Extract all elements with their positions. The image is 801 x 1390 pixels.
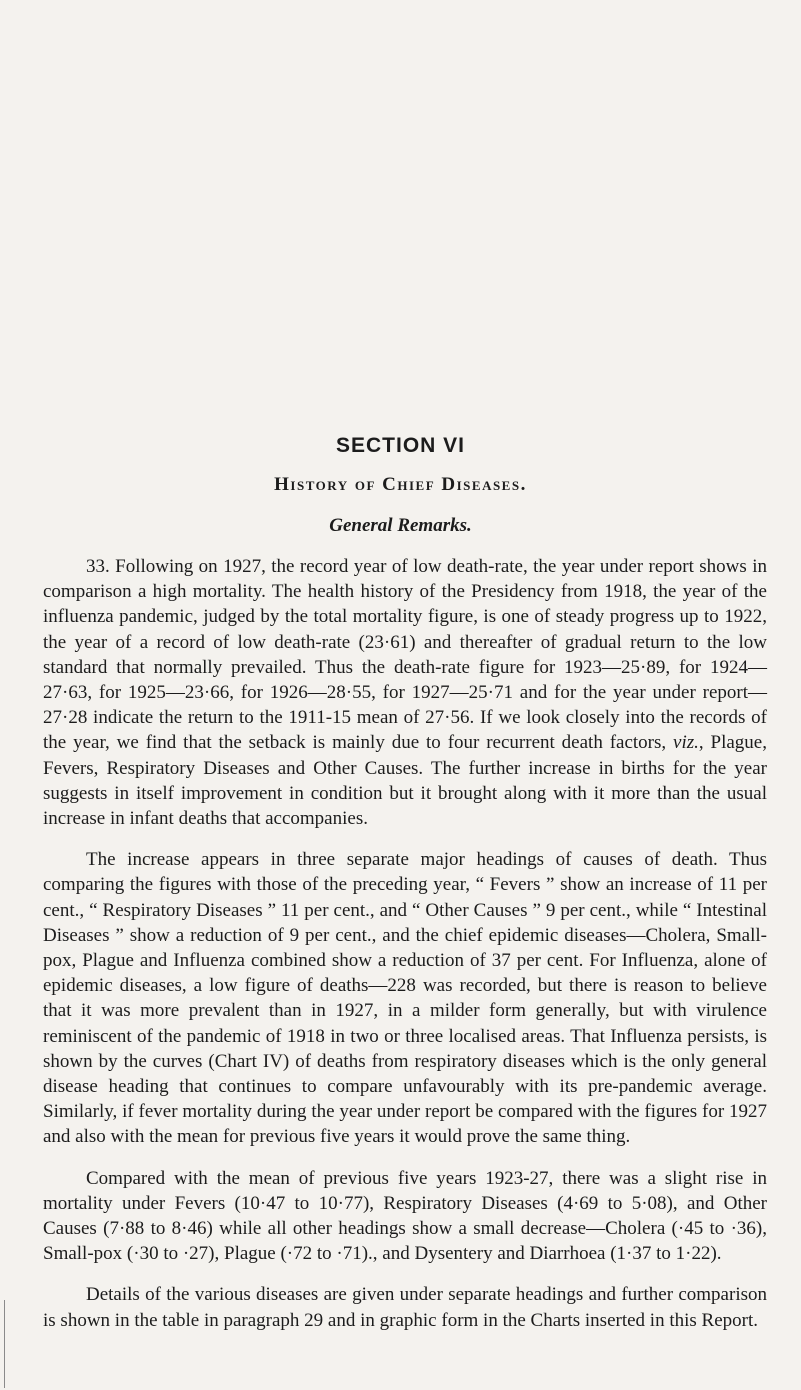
paragraph-33-italic: viz. — [673, 732, 699, 754]
paragraph-33-text-before: 33. Following on 1927, the record year of low death-rate, the year under report shows in comparison a high mortality. The health history of the Presidency from 1918, the year of the influenza pandemic, judged by the total mortality figure, is one of steady progress up to 1922, the year of a record of low death-rate (23·61) and thereafter of gradual return to the low standard that normally prevailed. Thus the death-rate figure for 1923—25·89, for 1924—27·63, for 1925—23·66, for 1926—28·55, for 1927—25·71 and for the year under report—27·28 indicate the return to the 1911-15 mean of 27·56. If we look closely into the records of the year, we find that the setback is mainly due to four recurrent death factors, — [43, 556, 767, 754]
paragraph-increase: The increase appears in three separate major headings of causes of death. Thus comparing the figures with those of the preceding year, “ Fevers ” show an increase of 11 per cent., “ Respiratory Diseases ” 11 per cent., and “ Other Causes ” 9 per cent., while “ Intestinal Diseases ” show a reduction of 9 per cent., and the chief epidemic diseases—Cholera, Small-pox, Plague and Influenza combined show a reduction of 37 per cent. For Influenza, alone of epidemic diseases, a low figure of deaths—228 was recorded, but there is reason to believe that it was more prevalent than in 1927, in a milder form generally, but with virulence reminiscent of the pandemic of 1918 in two or three localised areas. That Influenza persists, is shown by the curves (Chart IV) of deaths from respiratory diseases which is the only general disease heading that continues to compare unfavourably with its pre-pandemic average. Similarly, if fever mortality during the year under report be compared with the figures for 1927 and also with the mean for previous five years it would prove the same thing. — [43, 849, 767, 1148]
paragraph-details: Details of the various diseases are given under separate headings and further comparison is shown in the table in paragraph 29 and in graphic form in the Charts inserted in this Report. — [43, 1284, 767, 1331]
paragraph-comparison: Compared with the mean of previous five years 1923-27, there was a slight rise in mortality under Fevers (10·47 to 10·77), Respiratory Diseases (4·69 to 5·08), and Other Causes (7·88 to 8·46) while all other headings show a small decrease—Cholera (·45 to ·36), Small-pox (·30 to ·27), Plague (·72 to ·71)., and Dysentery and Diarrhoea (1·37 to 1·22). — [43, 1167, 767, 1265]
paragraph-33 — [43, 554, 767, 831]
paragraph-33-text-after: , Plague, Fevers, Respiratory Diseases and Other Causes. The further increase in births for the year suggests in itself improvement in condition but it brought along with it more than the usual increase in infant deaths that accompanies. — [43, 732, 767, 830]
margin-line — [4, 1300, 5, 1388]
chapter-title: History of Chief Diseases. — [274, 474, 527, 495]
section-heading: SECTION VI — [335, 434, 466, 457]
subtitle: General Remarks. — [329, 515, 472, 536]
body-text — [43, 554, 767, 1349]
